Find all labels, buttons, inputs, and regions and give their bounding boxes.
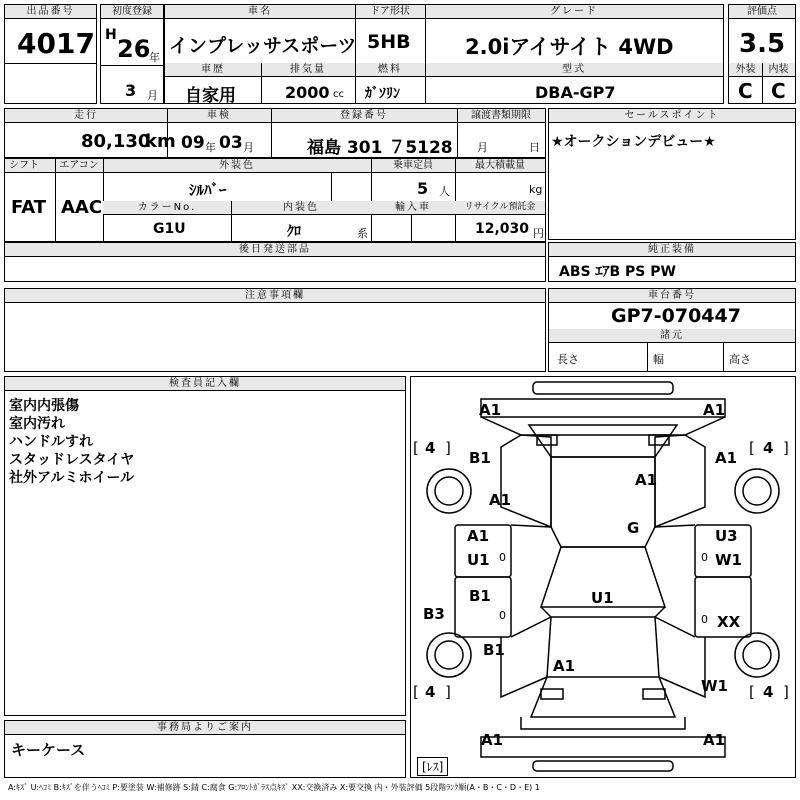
inspect-year: 09 (181, 133, 205, 153)
office-note: キーケース (11, 741, 86, 759)
registration-box (100, 4, 164, 104)
cap-label: 乗車定員 (371, 159, 455, 173)
mark-door-fr-u: U3 (715, 527, 738, 545)
mark-zero: 0 (701, 613, 708, 626)
ext-grade: C (738, 79, 753, 103)
deadline-label: 譲渡書類期限 (457, 109, 545, 123)
tire-br: 4 (763, 683, 774, 701)
lot-label: 出品番号 (5, 5, 96, 19)
mark-door-fr-w: W1 (715, 551, 742, 569)
deadline-month-unit: 月 (477, 141, 488, 154)
history: 自家用 (185, 86, 236, 106)
tire-tr: 4 (763, 439, 774, 457)
sales-point: ★オークションデビュー★ (551, 134, 716, 150)
equipment: ABS ｴｱB PS PW (559, 264, 676, 280)
mark-fender-rl: B1 (483, 641, 505, 659)
tire-bracket-l: [ (413, 683, 419, 701)
cno-label: カラーNo. (103, 201, 231, 215)
door-type: 5HB (367, 31, 411, 53)
capacity: 5 (417, 179, 429, 198)
color-label: 外装色 (103, 159, 371, 173)
inspector-note: 室内汚れ (9, 416, 65, 432)
disp-label: 排気量 (261, 63, 355, 77)
notes-label: 注意事項欄 (5, 289, 545, 303)
mileage-label: 走行 (5, 109, 167, 123)
plate-label: 登録番号 (271, 109, 457, 123)
exterior-color: ｼﾙﾊﾞｰ (189, 181, 227, 199)
inspector-note: 社外アルミホイール (9, 470, 135, 486)
inspect-month-unit: 月 (243, 141, 254, 154)
month-unit: 月 (147, 89, 158, 102)
recycle-unit: 円 (533, 227, 544, 240)
plate-number: 福島 301 ７5128 (307, 138, 453, 158)
fuel: ｶﾞｿﾘﾝ (365, 86, 400, 102)
interior-color: ｸﾛ (287, 224, 301, 240)
score-label: 評価点 (729, 5, 795, 19)
lot-number: 4017 (17, 27, 95, 60)
mark-fender-fr: A1 (715, 449, 738, 467)
grade-label: グレード (425, 5, 723, 19)
inspector-note: ハンドルすれ (9, 434, 93, 450)
tire-bracket-r: ] (445, 439, 451, 457)
notes-box (4, 288, 546, 372)
mark-fender-fl: B1 (469, 449, 491, 467)
row3-box (4, 158, 546, 242)
recycle-label: リサイクル預託金 (455, 201, 545, 215)
mark-fender-rr: W1 (701, 677, 728, 695)
recycle-fee: 12,030 (475, 221, 530, 237)
score-box (728, 4, 796, 104)
shift-label: シフト (5, 159, 55, 173)
row2-box (4, 108, 546, 158)
int-label: 内装 (762, 63, 795, 77)
tire-bracket-l: [ (749, 439, 755, 457)
mark-roof: G (627, 519, 640, 537)
mark-hood-l: A1 (489, 491, 512, 509)
tire-bracket-l: [ (749, 683, 755, 701)
int-grade: C (771, 79, 786, 103)
lot-box (4, 4, 97, 104)
model-label: 型式 (425, 63, 723, 77)
equipment-box (548, 242, 796, 282)
reg-label: 初度登録 (101, 5, 163, 19)
spare-tire-label: [ﾚｽ] (417, 757, 448, 776)
inspect-year-unit: 年 (205, 141, 216, 154)
car-name: インプレッサスポーツ (169, 35, 357, 57)
name-label: 車名 (165, 5, 355, 19)
office-label: 事務局よりご案内 (5, 721, 405, 735)
fuel-label: 燃料 (355, 63, 425, 77)
mark-front-r: A1 (703, 401, 726, 419)
mark-center: U1 (591, 589, 614, 607)
capacity-unit: 人 (439, 185, 450, 198)
mark-trunk: A1 (553, 657, 576, 675)
damage-diagram (410, 376, 796, 778)
grade: 2.0iアイサイト 4WD (465, 35, 674, 59)
mark-door-fl-a: A1 (467, 527, 490, 545)
inspector-note: スタッドレスタイヤ (9, 452, 135, 468)
later-parts-box (4, 242, 546, 282)
mark-hood-r: A1 (635, 471, 658, 489)
width-label: 幅 (653, 353, 664, 366)
mileage: 80,130 (81, 131, 151, 152)
mark-door-rl: B1 (469, 587, 491, 605)
tire-tl: 4 (425, 439, 436, 457)
tire-bracket-r: ] (783, 683, 789, 701)
height-label: 高さ (729, 353, 751, 366)
length-label: 長さ (557, 353, 579, 366)
chassis-box (548, 288, 796, 372)
inspect-label: 車検 (167, 109, 271, 123)
name-box (164, 4, 724, 104)
displacement: 2000 (285, 83, 330, 102)
aircon: AAC (61, 197, 103, 218)
mark-front-l: A1 (479, 401, 502, 419)
mark-rear-r: A1 (703, 731, 726, 749)
month: 3 (125, 81, 137, 100)
later-parts-label: 後日発送部品 (5, 243, 545, 257)
spec-label: 諸元 (549, 329, 795, 343)
chassis-number: GP7-070447 (611, 305, 741, 327)
equipment-label: 純正装備 (549, 243, 795, 257)
tire-bracket-r: ] (783, 439, 789, 457)
mileage-unit: km (145, 131, 176, 152)
mark-zero: 0 (499, 551, 506, 564)
interior-color-unit: 系 (357, 227, 368, 240)
color-number: G1U (153, 221, 186, 237)
mark-door-rr: XX (717, 613, 741, 631)
chassis-label: 車台番号 (549, 289, 795, 303)
door-label: ドア形状 (355, 5, 425, 19)
inspector-label: 検査員記入欄 (5, 377, 405, 391)
mark-side-l: B3 (423, 605, 445, 623)
inspector-box (4, 376, 406, 716)
sales-label: セールスポイント (549, 109, 795, 123)
tire-bracket-l: [ (413, 439, 419, 457)
office-box (4, 720, 406, 778)
mark-door-fl-u: U1 (467, 551, 490, 569)
load-label: 最大積載量 (455, 159, 545, 173)
model-code: DBA-GP7 (535, 83, 616, 102)
mark-zero: 0 (701, 551, 708, 564)
ac-label: エアコン (55, 159, 103, 173)
shift: FAT (11, 197, 47, 218)
legend: A:ｷｽﾞ U:ﾍｺﾐ B:ｷｽﾞを伴うﾍｺﾐ P:要塗装 W:補修跡 S:錆 C:腐食 G:ﾌﾛﾝﾄｶﾞﾗｽ点ｷｽﾞ XX:交換済み X:要交換 内・外装評価 5段階ﾗﾝｸ順(A・B・C・D・E) 1 (8, 783, 540, 792)
import-label: 輸入車 (371, 201, 455, 215)
tire-bracket-r: ] (445, 683, 451, 701)
tire-bl: 4 (425, 683, 436, 701)
mark-rear-l: A1 (481, 731, 504, 749)
inspect-month: 03 (219, 133, 243, 153)
era: H (105, 27, 117, 43)
inspector-note: 室内内張傷 (9, 398, 79, 414)
disp-unit: cc (333, 89, 344, 100)
score: 3.5 (739, 29, 786, 59)
year-unit: 年 (149, 51, 160, 64)
mark-zero: 0 (499, 609, 506, 622)
year: 26 (117, 35, 151, 63)
sales-box (548, 108, 796, 240)
car-outline (411, 377, 795, 777)
ext-label: 外装 (729, 63, 762, 77)
icolor-label: 内装色 (231, 201, 371, 215)
history-label: 車歴 (165, 63, 261, 77)
deadline-day-unit: 日 (529, 141, 540, 154)
load-unit: kg (529, 183, 543, 196)
